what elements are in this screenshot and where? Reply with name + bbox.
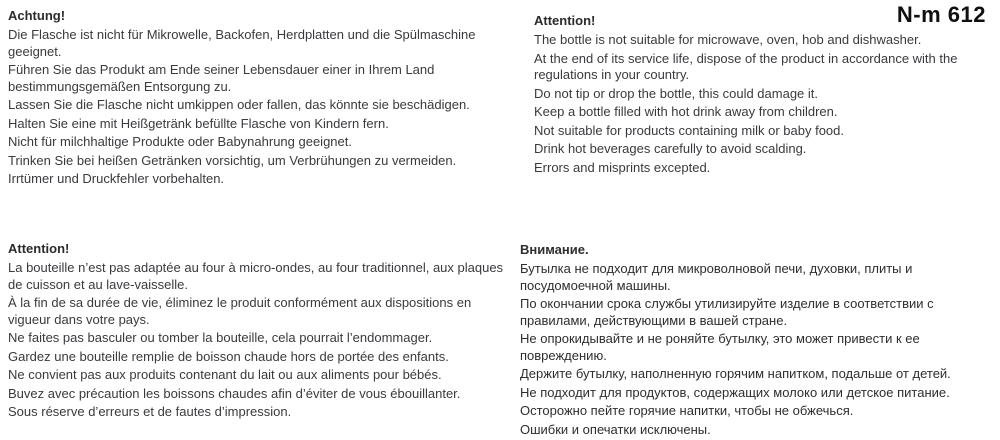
german-paragraph-4: Halten Sie eine mit Heißgetränk befüllte Flasche von Kindern fern. xyxy=(8,115,389,131)
russian-paragraph-6: Осторожно пейте горячие напитки, чтобы не обжечься. xyxy=(520,403,854,418)
german-paragraph-3: Lassen Sie die Flasche nicht umkippen oder fallen, das könnte sie beschädigen. xyxy=(8,97,470,112)
russian-paragraph-3: Не опрокидывайте и не роняйте бутылку, это может привести к ее повреждению. xyxy=(520,331,920,363)
model-code: N-m 612 xyxy=(896,2,986,27)
english-paragraph-6: Drink hot beverages carefully to avoid scalding. xyxy=(534,141,807,156)
russian-paragraph-7: Ошибки и опечатки исключены. xyxy=(520,421,711,437)
french-paragraph-7: Sous réserve d’erreurs et de fautes d’impression. xyxy=(8,404,292,419)
english-paragraph-5: Not suitable for products containing milk or baby food. xyxy=(534,122,845,138)
french-paragraph-5: Ne convient pas aux produits contenant du lait ou aux aliments pour bébés. xyxy=(8,367,442,382)
german-paragraph-5: Nicht für milchhaltige Produkte oder Babynahrung geeignet. xyxy=(8,134,352,149)
english-paragraph-4: Keep a bottle filled with hot drink away from children. xyxy=(534,104,838,119)
english-paragraph-7: Errors and misprints excepted. xyxy=(534,159,711,175)
english-paragraph-3: Do not tip or drop the bottle, this could damage it. xyxy=(534,85,819,101)
french-paragraph-3: Ne faites pas basculer ou tomber la bouteille, cela pourrait l’endommager. xyxy=(8,330,433,345)
english-paragraph-2: At the end of its service life, dispose of the product in accordance with the regulations in your country. xyxy=(534,50,958,82)
french-warning-section xyxy=(8,241,510,423)
german-paragraph-1: Die Flasche ist nicht für Mikrowelle, Backofen, Herdplatten und die Spülmaschine geeignet. xyxy=(8,27,476,59)
russian-paragraph-4: Держите бутылку, наполненную горячим напитком, подальше от детей. xyxy=(520,366,951,381)
french-paragraph-2: À la fin de sa durée de vie, éliminez le produit conformément aux dispositions en vigueur dans votre pays. xyxy=(8,295,472,327)
english-warning-section xyxy=(534,13,992,178)
german-paragraph-7: Irrtümer und Druckfehler vorbehalten. xyxy=(8,171,225,186)
english-paragraph-1: The bottle is not suitable for microwave, oven, hob and dishwasher. xyxy=(534,32,922,47)
russian-paragraph-1: Бутылка не подходит для микроволновой печи, духовки, плиты и посудомоечной машины. xyxy=(520,261,913,293)
german-paragraph-2: Führen Sie das Produkt am Ende seiner Lebensdauer einer in Ihrem Land bestimmungsgemäßen Entsorgung zu. xyxy=(8,62,435,94)
english-heading: Attention! xyxy=(534,13,596,28)
russian-paragraph-5: Не подходит для продуктов, содержащих молоко или детское питание. xyxy=(520,384,950,400)
french-paragraph-4: Gardez une bouteille remplie de boisson chaude hors de portée des enfants. xyxy=(8,348,449,364)
russian-heading: Внимание. xyxy=(520,242,589,257)
german-heading: Achtung! xyxy=(8,8,66,23)
french-paragraph-1: La bouteille n’est pas adaptée au four à micro-ondes, au four traditionnel, aux plaques de cuisson et au lave-vaisselle. xyxy=(8,260,504,292)
german-warning-section xyxy=(8,8,510,190)
russian-warning-section xyxy=(520,242,982,440)
french-paragraph-6: Buvez avec précaution les boissons chaudes afin d’éviter de vous ébouillanter. xyxy=(8,385,461,401)
russian-paragraph-2: По окончании срока службы утилизируйте изделие в соответствии с правилами, действующими в вашей стране. xyxy=(520,296,934,328)
german-paragraph-6: Trinken Sie bei heißen Getränken vorsichtig, um Verbrühungen zu vermeiden. xyxy=(8,152,457,168)
french-heading: Attention! xyxy=(8,241,70,256)
